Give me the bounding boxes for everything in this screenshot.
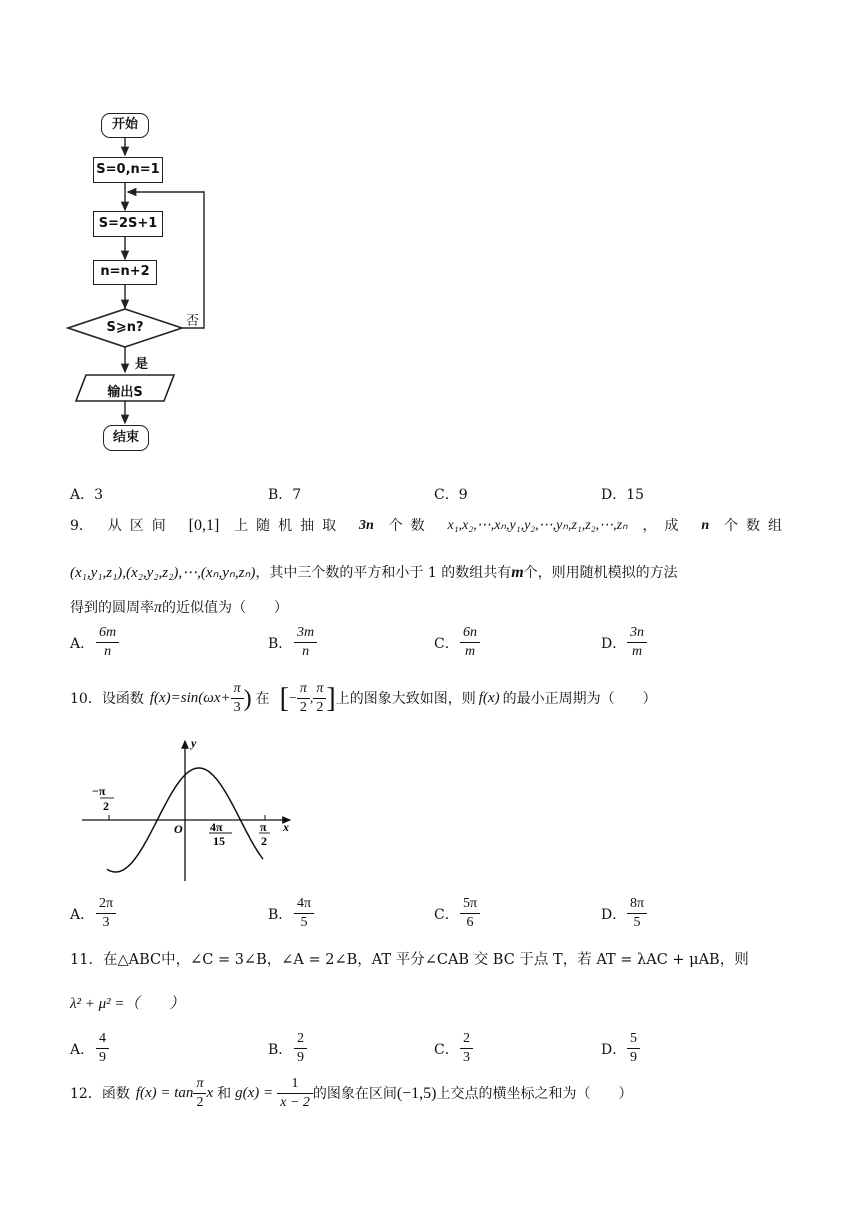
q11-option-a[interactable] xyxy=(70,1030,109,1067)
q9-option-d[interactable] xyxy=(601,624,647,661)
q9-count: 3n xyxy=(359,518,374,533)
output-text: 输出S xyxy=(107,385,143,400)
q9-line1 xyxy=(70,518,790,534)
q9-variables: x₁,x₂,⋯,xₙ,y₁,y₂,⋯,yₙ,z₁,z₂,⋯,zₙ xyxy=(447,518,628,533)
option-label: D． xyxy=(601,487,627,503)
q12-f-expr: f(x) = tan xyxy=(135,1085,194,1101)
fraction-denominator: 5 xyxy=(633,915,641,930)
q10-pi-over-3 xyxy=(231,680,244,717)
question-number: 9． xyxy=(70,518,93,534)
q12-text: 函数 xyxy=(101,1085,130,1102)
q9-m: m xyxy=(511,564,524,581)
start-node: 开始 xyxy=(101,113,149,138)
q9-text: 上随机抽取 xyxy=(234,518,345,534)
q12-text: 和 xyxy=(217,1085,232,1102)
no-label: 否 xyxy=(186,314,200,329)
q10-option-b[interactable] xyxy=(268,895,314,932)
init-node: S=0,n=1 xyxy=(93,157,163,183)
y-axis-label: y xyxy=(191,736,197,750)
fraction-numerator: 2π xyxy=(96,895,116,914)
q9-option-c[interactable] xyxy=(434,624,480,661)
q11-option-d[interactable] xyxy=(601,1030,640,1067)
q10-text: 在 xyxy=(255,690,270,707)
q9-text: ，其中三个数的平方和小于 1 的数组共有 xyxy=(255,565,512,581)
option-label: A． xyxy=(70,906,95,923)
option-label: A． xyxy=(70,1041,95,1058)
q10-text: 设函数 xyxy=(101,690,144,707)
q9-text: ，成 xyxy=(642,518,687,534)
tick-4pi: 4π xyxy=(210,820,223,834)
fraction-denominator: n xyxy=(302,644,310,659)
fraction-numerator: 1 xyxy=(277,1075,313,1094)
q10-left-bracket: [ xyxy=(279,682,289,714)
right-tick-2: 2 xyxy=(261,834,267,848)
q8-option-b[interactable] xyxy=(268,484,301,504)
end-node: 结束 xyxy=(103,425,149,451)
yes-label: 是 xyxy=(135,357,149,372)
fraction-numerator: 6n xyxy=(460,624,480,643)
option-label: C． xyxy=(434,635,459,652)
left-tick-label-bottom: 2 xyxy=(103,799,109,813)
option-label: B． xyxy=(268,487,293,503)
fraction-denominator: m xyxy=(464,644,476,659)
q12-text: 上交点的横坐标之和为（ ） xyxy=(436,1085,633,1102)
origin-label: O xyxy=(174,822,183,836)
fraction-numerator: 4π xyxy=(294,895,314,914)
q10-func-text: f(x)=sin(ωx+ xyxy=(149,690,231,706)
q8-option-c[interactable] xyxy=(434,484,468,504)
question-number: 10． xyxy=(70,690,102,707)
q9-interval: [0,1] xyxy=(188,517,220,534)
step2-node: n=n+2 xyxy=(93,260,157,285)
q8-option-d[interactable] xyxy=(601,484,644,504)
q12-f-x: x xyxy=(206,1085,214,1101)
q12-pi-over-2: $\frac{\pi}{2}$ xyxy=(193,1075,206,1112)
fraction-denominator: 9 xyxy=(630,1050,637,1065)
q10-option-a[interactable] xyxy=(70,895,116,932)
option-label: D． xyxy=(601,906,627,923)
fraction-denominator: 3 xyxy=(233,700,241,715)
q10-text: 的最小正周期为（ ） xyxy=(502,690,657,707)
q12-text: 的图象在区间 xyxy=(312,1085,397,1102)
q12-g-fraction xyxy=(277,1075,313,1112)
q9-option-b[interactable] xyxy=(268,624,317,661)
q9-pi: π xyxy=(154,599,163,616)
option-label: B． xyxy=(268,1041,293,1058)
q9-text: 从区间 xyxy=(107,518,174,534)
fraction-numerator: 6m xyxy=(96,624,119,643)
step1-node: S=2S+1 xyxy=(93,211,163,237)
fraction-denominator: 3 xyxy=(102,915,110,930)
option-label: C． xyxy=(434,906,459,923)
left-tick-label-top: −π xyxy=(92,784,106,798)
fraction-numerator: 3m xyxy=(294,624,317,643)
fraction-denominator: 6 xyxy=(466,915,474,930)
q8-option-a[interactable] xyxy=(70,484,103,504)
q10-option-c[interactable] xyxy=(434,895,480,932)
fraction-numerator: 5π xyxy=(460,895,480,914)
q9-n: n xyxy=(701,518,710,533)
q10-graph xyxy=(72,735,302,885)
q10-close-paren: ) xyxy=(243,685,252,712)
q11-line1 xyxy=(70,953,749,968)
q11-option-c[interactable] xyxy=(434,1030,473,1067)
q12-interval: (−1,5) xyxy=(396,1084,437,1102)
option-value: 7 xyxy=(292,487,302,503)
q11-option-b[interactable] xyxy=(268,1030,307,1067)
q11-text: 在△ABC中，∠C = 3∠B，∠A = 2∠B，AT 平分∠CAB 交 BC 于点 T，若 AT = λAC + μAB，则 xyxy=(102,952,749,968)
fraction-numerator: 8π xyxy=(627,895,647,914)
q10-text: 上的图象大致如图，则 xyxy=(335,690,476,707)
option-label: C． xyxy=(434,487,459,503)
q9-option-a[interactable] xyxy=(70,624,119,661)
option-label: B． xyxy=(268,635,293,652)
fraction-denominator: 9 xyxy=(297,1050,304,1065)
fraction-denominator: 9 xyxy=(99,1050,106,1065)
option-label: A． xyxy=(70,635,95,652)
fraction-denominator: 5 xyxy=(300,915,308,930)
fraction-numerator: 3n xyxy=(627,624,647,643)
q12-g-expr: g(x) = xyxy=(235,1085,274,1101)
option-value: 9 xyxy=(458,487,468,503)
option-label: C． xyxy=(434,1041,459,1058)
fraction-denominator: x − 2 xyxy=(280,1095,310,1110)
option-value: 15 xyxy=(626,487,645,503)
option-label: B． xyxy=(268,906,293,923)
fraction-denominator: m xyxy=(631,644,643,659)
fraction-denominator: n xyxy=(104,644,112,659)
q9-groups: (x₁,y₁,z₁),(x₂,y₂,z₂),⋯,(xₙ,yₙ,zₙ) xyxy=(70,565,256,581)
x-axis-label: x xyxy=(283,820,289,834)
right-tick-pi: π xyxy=(260,820,267,834)
q9-text: 个数组 xyxy=(723,518,790,534)
q9-line2 xyxy=(70,565,678,581)
fraction-numerator: 4 xyxy=(96,1030,109,1049)
q9-text: 个数 xyxy=(388,518,433,534)
fraction-denominator: 3 xyxy=(463,1050,470,1065)
option-label: D． xyxy=(601,635,627,652)
option-label: A． xyxy=(70,487,95,503)
option-value: 3 xyxy=(94,487,104,503)
fraction-numerator: π xyxy=(231,680,244,699)
condition-text: S⩾n? xyxy=(106,320,144,335)
question-number: 12． xyxy=(70,1085,102,1102)
fraction-numerator: 2 xyxy=(294,1030,307,1049)
tick-15: 15 xyxy=(213,834,225,848)
fraction-numerator: 5 xyxy=(627,1030,640,1049)
q10-option-d[interactable] xyxy=(601,895,647,932)
q9-text: 个，则用随机模拟的方法 xyxy=(523,565,678,581)
q10-right-bracket: ] xyxy=(326,682,336,714)
q10-function xyxy=(150,691,231,706)
q9-text: 的近似值为（ ） xyxy=(162,600,289,616)
question-12 xyxy=(70,1075,633,1112)
question-number: 11． xyxy=(70,952,103,968)
q9-line3 xyxy=(70,600,288,616)
fraction-numerator: 2 xyxy=(460,1030,473,1049)
q10-line1: 10． 设函数 f(x)=sin(ωx+ $\frac{\pi}{3}$ ) 在 [ − $\frac{\pi}{2}$ , $\frac{\pi}{2}$ ] 上的图象大致如图，则 f(x) 的最小正周期为（ ） xyxy=(70,681,657,715)
option-label: D． xyxy=(601,1041,627,1058)
q9-text: 得到的圆周率 xyxy=(70,600,154,616)
q11-line2: λ² + μ² =（ ） xyxy=(70,996,185,1012)
q10-fx: f(x) xyxy=(478,690,500,706)
